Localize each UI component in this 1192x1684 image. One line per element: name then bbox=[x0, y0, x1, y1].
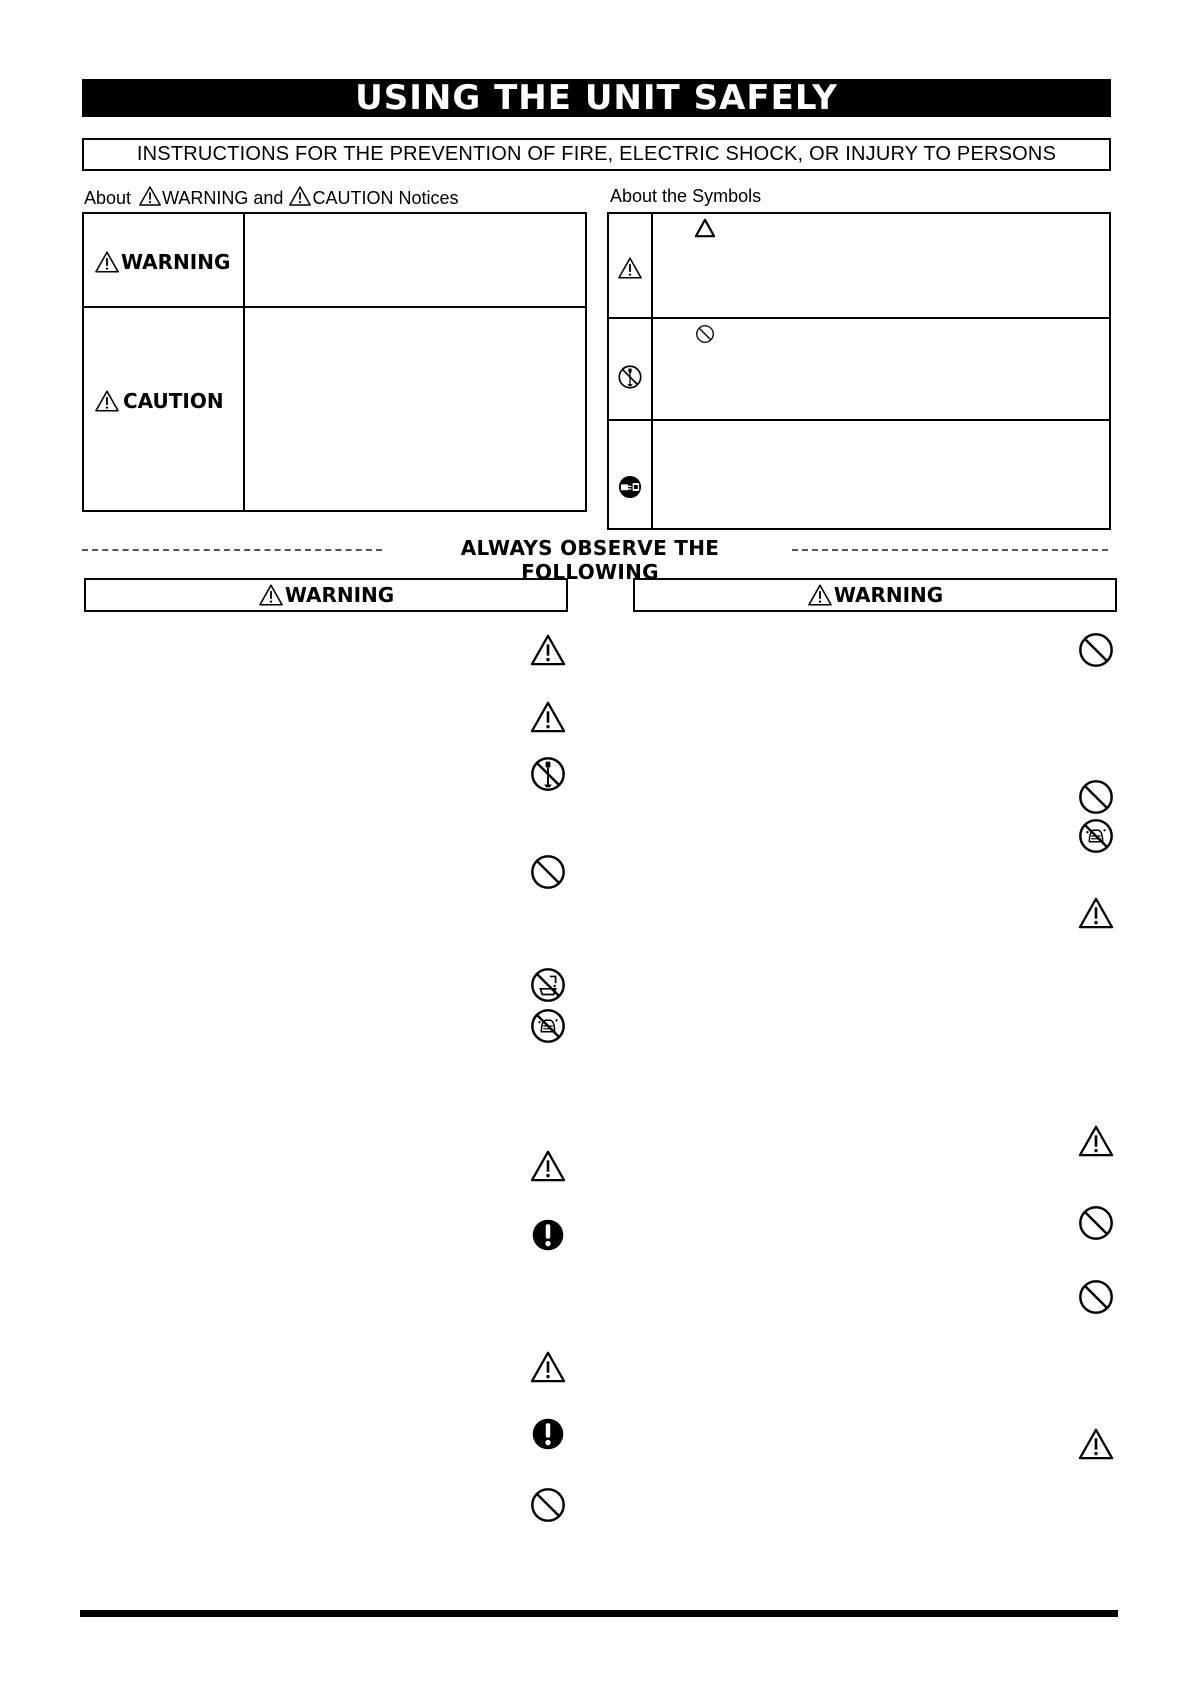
prohibition-icon bbox=[1077, 1278, 1115, 1316]
alert-triangle-icon bbox=[529, 633, 567, 667]
alert-triangle-icon bbox=[529, 700, 567, 734]
alert-triangle-icon bbox=[258, 583, 284, 607]
dashed-divider-left bbox=[82, 549, 382, 551]
right-warning-header bbox=[633, 578, 1117, 612]
prohibition-icon bbox=[1077, 1204, 1115, 1242]
triangle-icon bbox=[694, 218, 716, 238]
symbols-table bbox=[607, 212, 1111, 530]
notices-table bbox=[82, 212, 587, 512]
unplug-icon bbox=[617, 474, 643, 500]
alert-triangle-icon bbox=[529, 1350, 567, 1384]
do-not-disassemble-icon bbox=[529, 755, 567, 793]
table-divider bbox=[609, 419, 1109, 421]
left-warning-header bbox=[84, 578, 568, 612]
warning-notice-label bbox=[94, 250, 230, 274]
alert-triangle-icon bbox=[288, 185, 312, 207]
observe-heading: ALWAYS OBSERVE THE FOLLOWING bbox=[460, 536, 720, 584]
alert-triangle-icon bbox=[617, 256, 643, 280]
page-title: USING THE UNIT SAFELY bbox=[355, 78, 838, 118]
caution-notice-label bbox=[94, 389, 224, 413]
caution-label: CAUTION bbox=[123, 389, 224, 413]
instructions-heading-box bbox=[82, 138, 1111, 171]
alert-triangle-icon bbox=[138, 185, 162, 207]
alert-triangle-icon bbox=[1077, 1124, 1115, 1158]
notices-caption-and: and bbox=[253, 188, 284, 208]
no-wet-hands-icon bbox=[1077, 817, 1115, 855]
notices-caption-warning: WARNING bbox=[162, 188, 249, 208]
prohibition-icon bbox=[695, 324, 715, 344]
table-divider bbox=[651, 214, 653, 528]
prohibition-icon bbox=[529, 853, 567, 891]
alert-triangle-icon bbox=[807, 583, 833, 607]
dashed-divider-right bbox=[792, 549, 1108, 551]
alert-triangle-icon bbox=[1077, 1427, 1115, 1461]
do-not-disassemble-icon bbox=[617, 364, 643, 390]
right-warning-header-label: WARNING bbox=[833, 583, 944, 607]
table-divider bbox=[84, 306, 585, 308]
alert-triangle-icon bbox=[94, 389, 120, 413]
warning-label: WARNING bbox=[121, 250, 231, 274]
notices-caption bbox=[84, 185, 459, 209]
page-title-bar bbox=[82, 79, 1111, 117]
instructions-heading: INSTRUCTIONS FOR THE PREVENTION OF FIRE, ELECTRIC SHOCK, OR INJURY TO PERSONS bbox=[136, 143, 1057, 165]
alert-triangle-icon bbox=[1077, 896, 1115, 930]
alert-triangle-icon bbox=[529, 1149, 567, 1183]
left-warning-header-label: WARNING bbox=[284, 583, 395, 607]
table-divider bbox=[243, 214, 245, 510]
mandatory-icon bbox=[530, 1416, 566, 1452]
no-water-icon bbox=[529, 966, 567, 1004]
no-wet-hands-icon bbox=[529, 1007, 567, 1045]
prohibition-icon bbox=[529, 1486, 567, 1524]
table-divider bbox=[609, 317, 1109, 319]
symbols-caption: About the Symbols bbox=[610, 186, 762, 206]
prohibition-icon bbox=[1077, 631, 1115, 669]
mandatory-icon bbox=[530, 1217, 566, 1253]
bottom-rule bbox=[80, 1610, 1118, 1617]
notices-caption-about: About bbox=[84, 188, 132, 208]
alert-triangle-icon bbox=[94, 250, 120, 274]
notices-caption-caution: CAUTION Notices bbox=[312, 188, 459, 208]
prohibition-icon bbox=[1077, 778, 1115, 816]
